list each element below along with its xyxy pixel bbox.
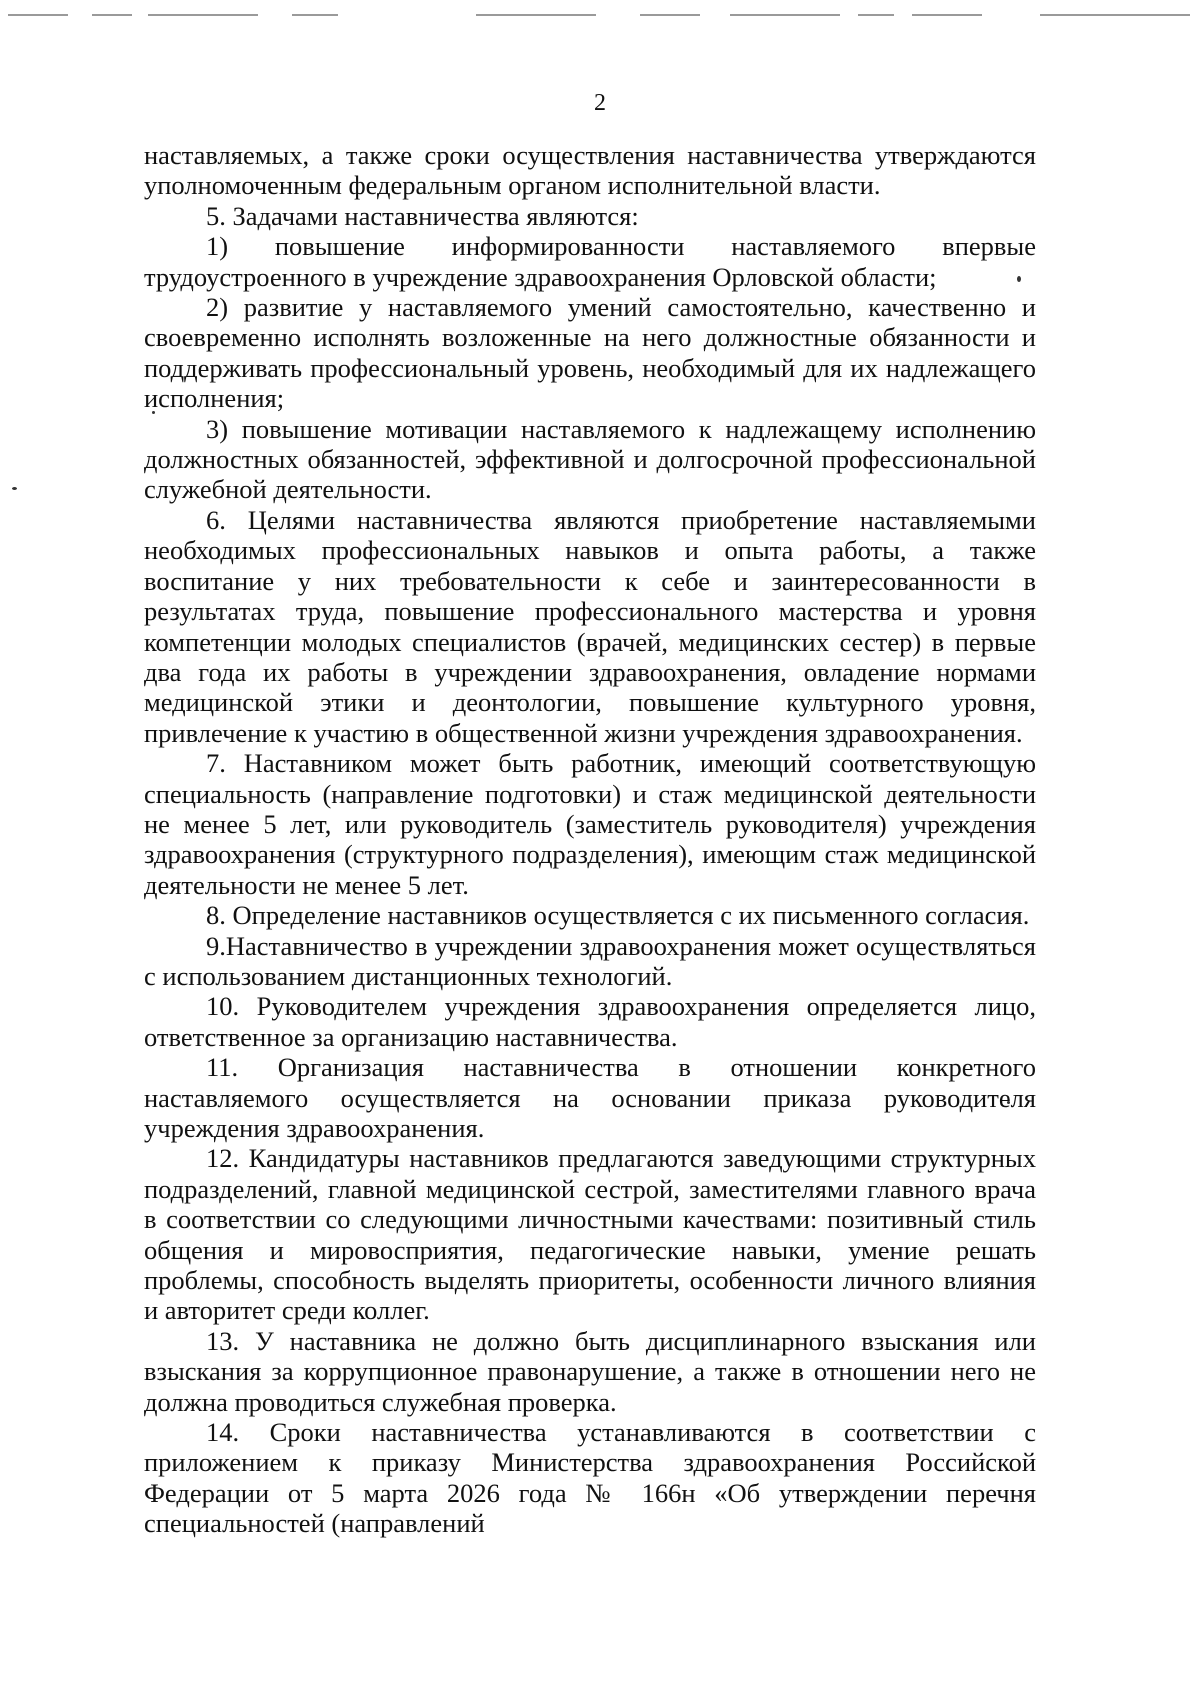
paragraph: 1) повышение информированности наставляемого впервые трудоустроенного в учреждение здравоохранения Орловской области; [144, 231, 1036, 292]
paragraph: 13. У наставника не должно быть дисциплинарного взыскания или взыскания за коррупционное правонарушение, а также в отношении него не должна проводиться служебная проверка. [144, 1325, 1036, 1417]
document-body [144, 140, 1036, 1539]
paragraph: 8. Определение наставников осуществляется с их письменного согласия. [206, 900, 1030, 931]
paragraph: 14. Сроки наставничества устанавливаются в соответствии с приложением к приказу Министерства здравоохранения Российской Федерации от 5 марта 2026 года № 166н «Об утверждении перечня специальностей (направлений [144, 1417, 1036, 1539]
scan-speck [12, 487, 17, 490]
paragraph: 2) развитие у наставляемого умений самостоятельно, качественно и своевременно исполнять возложенные на него должностные обязанности и поддерживать профессиональный уровень, необходимый для их надлежащего исполнения; [144, 292, 1036, 414]
paragraph: 6. Целями наставничества являются приобретение наставляемыми необходимых профессиональных навыков и опыта работы, а также воспитание у них требовательности к себе и заинтересованности в результатах труда, повышение профессионального мастерства и уровня компетенции молодых специалистов (врачей, медицинских сестер) в первые два года их работы в учреждении здравоохранения, овладение нормами медицинской этики и деонтологии, повышение культурного уровня, привлечение к участию в общественной жизни учреждения здравоохранения. [144, 504, 1036, 748]
paragraph: 5. Задачами наставничества являются: [206, 200, 639, 231]
paragraph: 12. Кандидатуры наставников предлагаются заведующими структурных подразделений, главной медицинской сестрой, заместителями главного врача в соответствии со следующими личностными качествами: позитивный стиль общения и мировосприятия, педагогические навыки, умение решать проблемы, способность выделять приоритеты, особенности личного влияния и авторитет среди коллег. [144, 1143, 1036, 1326]
paragraph: наставляемых, а также сроки осуществления наставничества утверждаются уполномоченным федеральным органом исполнительной власти. [144, 140, 1036, 201]
page-number: 2 [594, 90, 606, 116]
paragraph: 7. Наставником может быть работник, имеющий соответствующую специальность (направление подготовки) и стаж медицинской деятельности не менее 5 лет, или руководитель (заместитель руководителя) учреждения здравоохранения (структурного подразделения), имеющим стаж медицинской деятельности не менее 5 лет. [144, 748, 1036, 900]
paragraph: 11. Организация наставничества в отношении конкретного наставляемого осуществляется на основании приказа руководителя учреждения здравоохранения. [144, 1052, 1036, 1143]
paragraph: 10. Руководителем учреждения здравоохранения определяется лицо, ответственное за организацию наставничества. [144, 991, 1036, 1052]
paragraph: 3) повышение мотивации наставляемого к надлежащему исполнению должностных обязанностей, эффективной и долгосрочной профессиональной служебной деятельности. [144, 413, 1036, 505]
paragraph: 9.Наставничество в учреждении здравоохранения может осуществляться с использованием дистанционных технологий. [144, 930, 1036, 991]
